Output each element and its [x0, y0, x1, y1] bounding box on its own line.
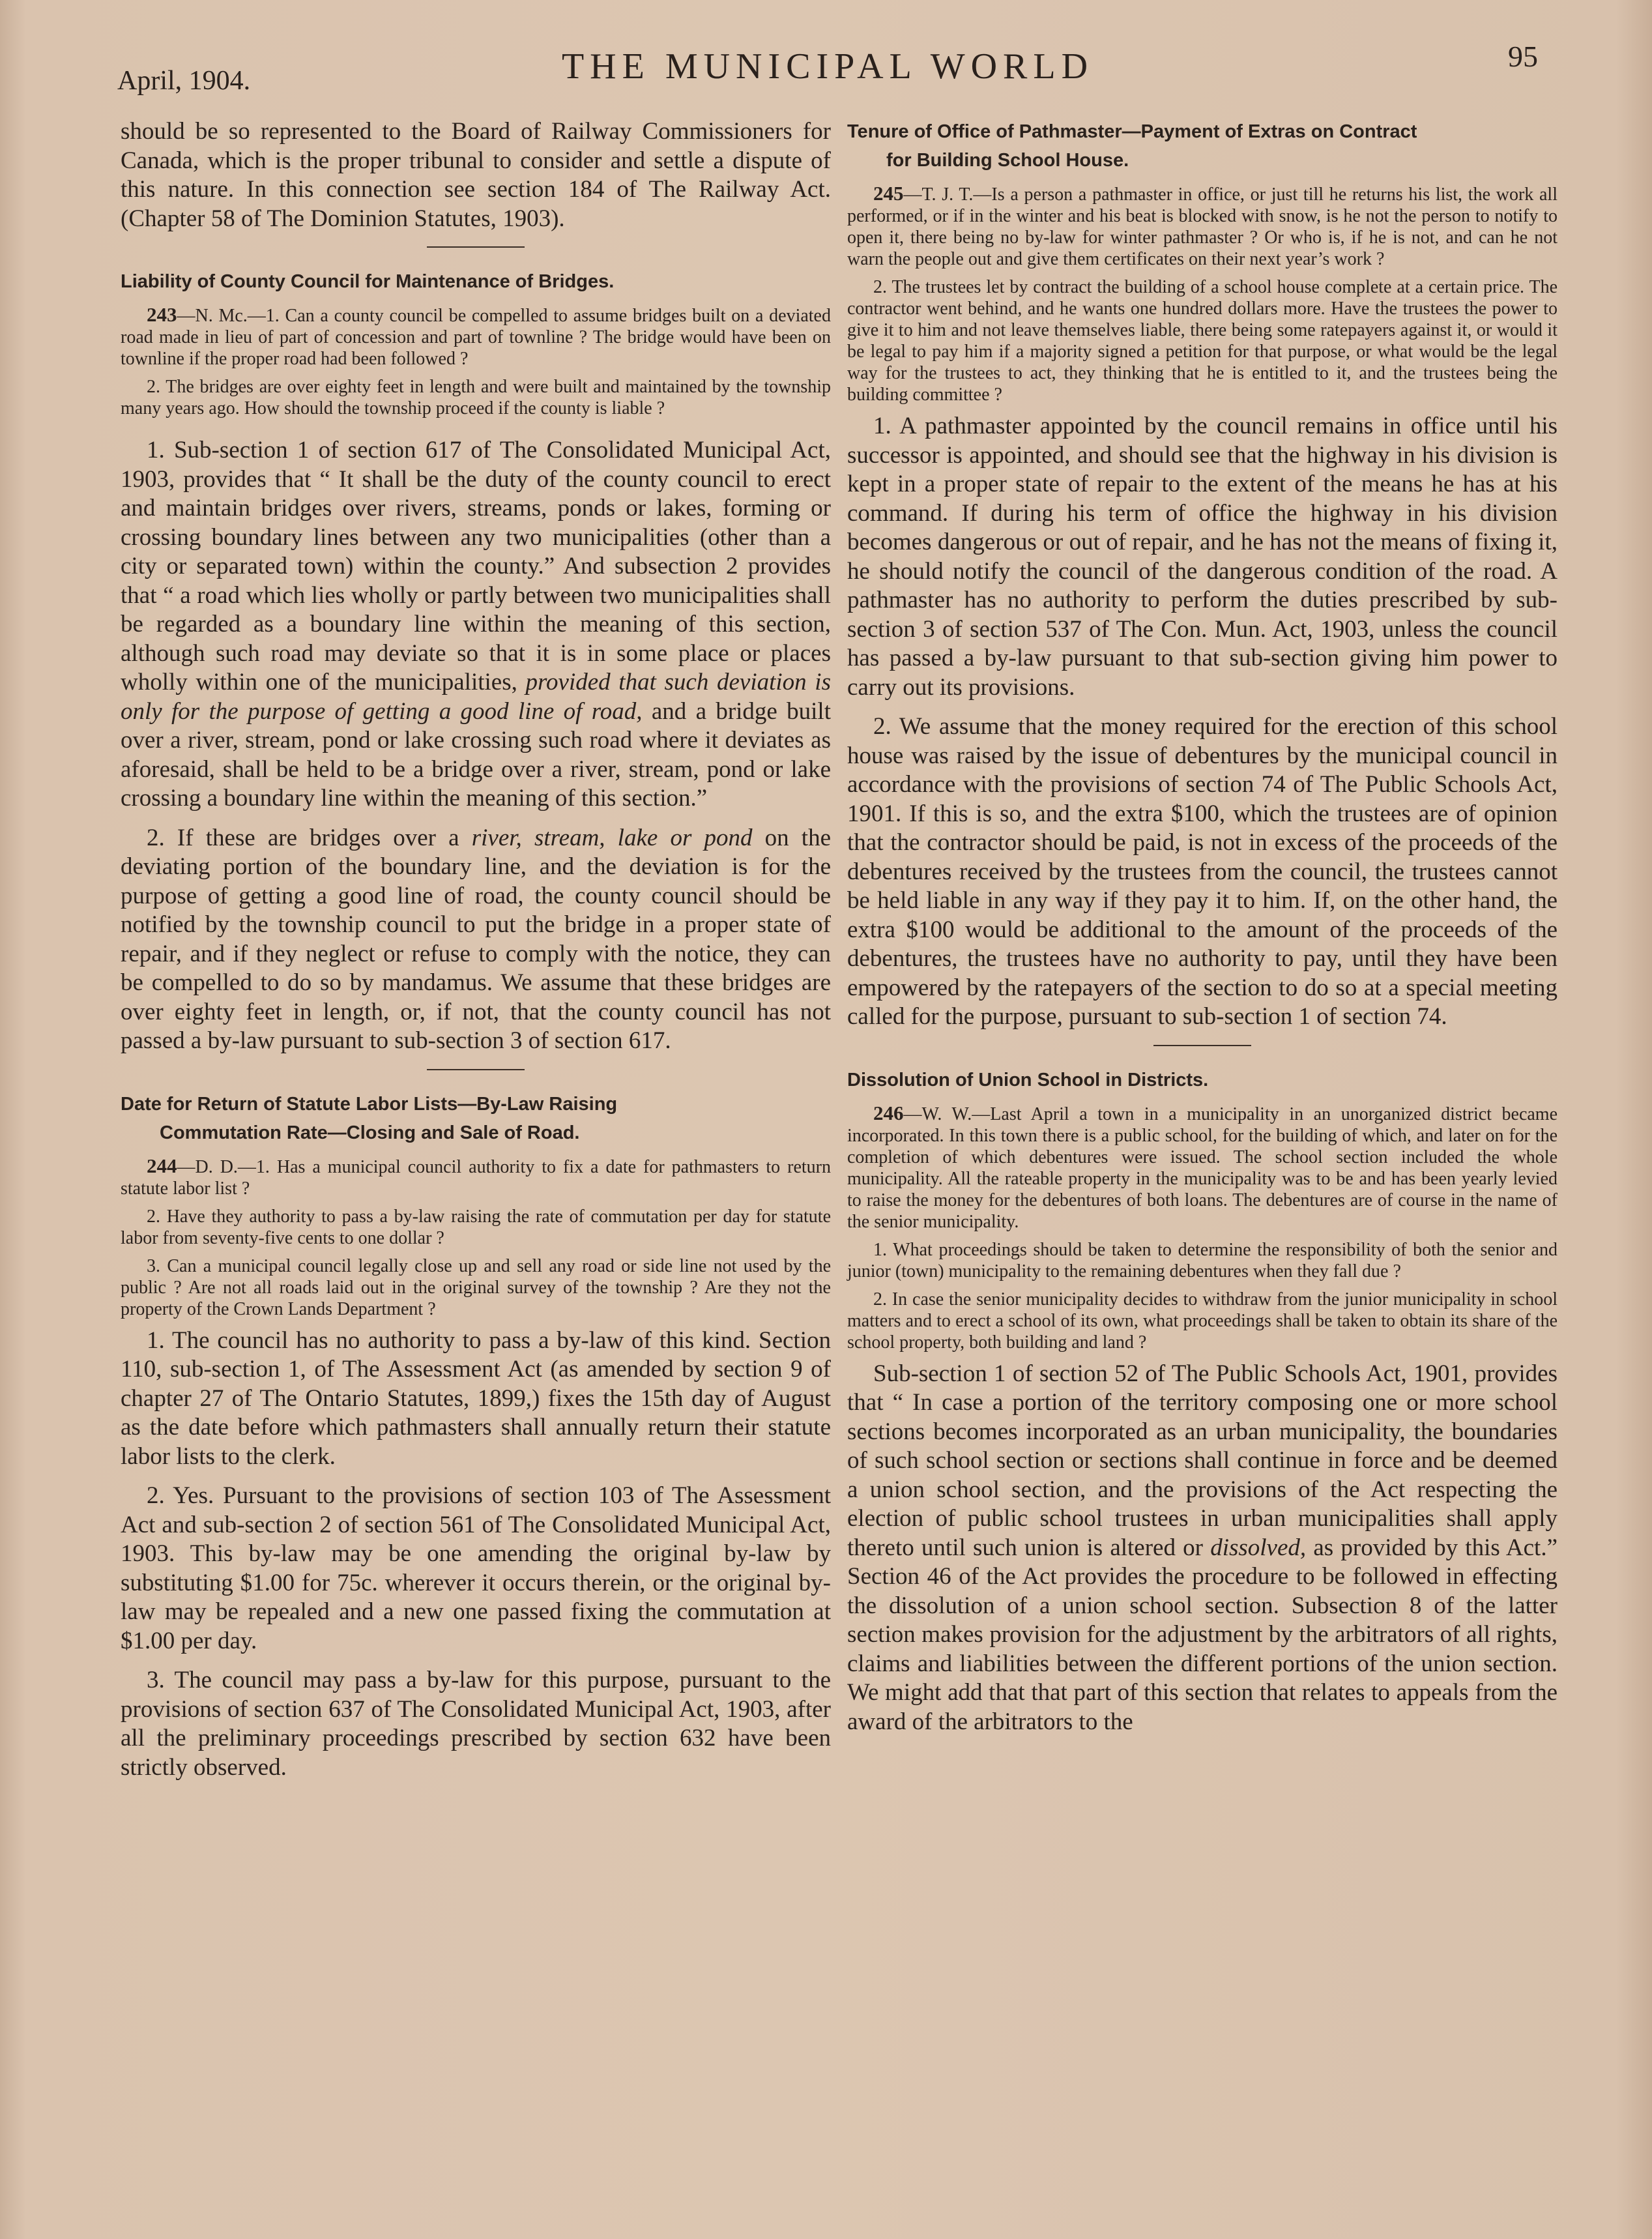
- page-number: 95: [1508, 40, 1538, 73]
- right-column: [847, 117, 1558, 1736]
- answer-243-1: 1. Sub-section 1 of section 617 of The Consolidated Municipal Act, 1903, provides that “ It shall be the duty of the county council to erect and maintain bridges over rivers, streams, ponds or lakes, forming or crossing boundary lines between any two municipalities (other than a city or separated town) within the county.” And subsection 2 provides that “ a road which lies wholly or partly between two municipalities shall be regarded as a boundary line within the meaning of this section, although such road may deviate so that it is in some place or places wholly within one of the municipalities, provided that such deviation is only for the purpose of getting a good line of road, and a bridge built over a river, stream, pond or lake crossing such road where it deviates as aforesaid, shall be held to be a bridge over a river, stream, pond or lake crossing a boundary line within the meaning of this section.”: [121, 437, 831, 812]
- answer-244-3: 3. The council may pass a by-law for this purpose, pursuant to the provisions of section 637 of The Consolidated Municipal Act, 1903, after all the preliminary proceedings prescribed by section 632 have been strictly observed.: [121, 1667, 831, 1781]
- journal-title: THE MUNICIPAL WORLD: [561, 46, 1094, 87]
- section-divider: [427, 1069, 525, 1070]
- question-244-3: 3. Can a municipal council legally close up and sell any road or side line not used by the public ? Are not all roads laid out in the original survey of the township ? Are they not the property of the Crown Lands Department ?: [121, 1255, 831, 1319]
- question-number: 243: [147, 303, 177, 326]
- question-243-2: 2. The bridges are over eighty feet in length and were built and maintained by the township many years ago. How should the township proceed if the county is liable ?: [121, 377, 831, 418]
- question-244-1: 244—D. D.—1. Has a municipal council authority to fix a date for pathmasters to return statute labor list ?: [121, 1154, 831, 1199]
- question-number: 246: [873, 1101, 904, 1124]
- question-246-0: 246—W. W.—Last April a town in a municipality in an unorganized district became incorporated. In this town there is a public school, for the building of which, and later on for the completion of which debentures were issued. The school section included the whole municipality. All the rateable property in the municipality was to be and has been yearly levied to raise the money for the debentures of both loans. The debentures are of course in the name of the senior municipality.: [847, 1101, 1558, 1232]
- question-244-2: 2. Have they authority to pass a by-law raising the rate of commutation per day for statute labor from seventy-five cents to one dollar ?: [121, 1206, 831, 1248]
- answer-246: Sub-section 1 of section 52 of The Public Schools Act, 1901, provides that “ In case a portion of the territory composing one or more school sections becomes incorporated as an urban municipality, the boundaries of such school section or sections shall continue in force and be deemed a union school section, and the provisions of the Act respecting the election of public school trustees in urban municipalities shall apply thereto until such union is altered or dissolved, as provided by this Act.” Section 46 of the Act provides the procedure to be followed in effecting the dissolution of a union school section. Subsection 8 of the latter section makes provision for the adjustment by the arbitrators of all rights, claims and liabilities between the different portions of the union section. We might add that that part of this section that relates to appeals from the award of the arbitrators to the: [847, 1360, 1558, 1735]
- section-divider: [427, 246, 525, 248]
- question-number: 245: [873, 182, 904, 205]
- question-number: 244: [147, 1154, 177, 1177]
- answer-243-2: 2. If these are bridges over a river, stream, lake or pond on the deviating portion of the boundary line, and the deviation is for the purpose of getting a good line of road, the county council should be notified by the township council to put the bridge in a proper state of repair, and if they neglect or refuse to comply with the notice, they can be compelled to do so by mandamus. We assume that these bridges are over eighty feet in length, or, if not, that the county council has not passed a by-law pursuant to sub-section 3 of section 617.: [121, 824, 832, 1054]
- left-column: [121, 117, 831, 1782]
- intro-paragraph: should be so represented to the Board of Railway Commissioners for Canada, which is the proper tribunal to consider and settle a dispute of this nature. In this connection see section 184 of The Railway Act. (Chapter 58 of The Dominion Statutes, 1903).: [121, 118, 831, 232]
- section-heading-243: Liability of County Council for Maintenance of Bridges.: [121, 271, 615, 292]
- answer-244-1: 1. The council has no authority to pass a by-law of this kind. Section 110, sub-section 1, of The Assessment Act (as amended by section 9 of chapter 27 of The Ontario Statutes, 1899,) fixes the 15th day of August as the date before which pathmasters shall annually return their statute labor lists to the clerk.: [121, 1326, 831, 1470]
- issue-date: April, 1904.: [117, 66, 251, 96]
- page-header: [117, 39, 1538, 96]
- question-246-2: 2. In case the senior municipality decides to withdraw from the junior municipality in school matters and to erect a school of its own, what proceedings shall be taken to obtain its share of the school property, both building and land ?: [847, 1289, 1558, 1353]
- question-245-2: 2. The trustees let by contract the building of a school house complete at a certain price. The contractor went behind, and he wants one hundred dollars more. Have the trustees the power to give it to him and not leave themselves liable, there being some ratepayers against it, or would it be legal to pay him if a majority signed a petition for that purpose, or what would be the legal way for the trustees to act, they thinking that he is entitled to it, and the trustees being the building committee ?: [847, 277, 1558, 405]
- answer-245-1: 1. A pathmaster appointed by the council remains in office until his successor is appointed, and should see that the highway in his division is kept in a proper state of repair to the extent of the means he has at his command. If during his term of office the highway in his division becomes dangerous or out of repair, and he has not the means of fixing it, he should notify the council of the dangerous condition of the road. A pathmaster has no authority to perform the duties prescribed by sub-section 3 of section 537 of The Con. Mun. Act, 1903, unless the council has passed a by-law pursuant to that sub-section giving him power to carry out its provisions.: [847, 413, 1558, 701]
- question-245-1: 245—T. J. T.—Is a person a pathmaster in office, or just till he returns his list, the work all performed, or if in the winter and his beat is blocked with snow, is he not the person to notify to open it, there being no by-law for winter pathmaster ? Or who is, if he is not, and can he not warn the people out and give them certificates on their next year’s work ?: [847, 182, 1558, 269]
- section-heading-245: Tenure of Office of Pathmaster—Payment of Extras on Contract for Building School House.: [847, 121, 1417, 171]
- section-divider: [1153, 1045, 1251, 1046]
- question-246-1: 1. What proceedings should be taken to determine the responsibility of both the senior and junior (town) municipality to the remaining debentures when they fall due ?: [847, 1239, 1558, 1281]
- section-heading-246: Dissolution of Union School in Districts.: [847, 1069, 1209, 1090]
- answer-244-2: 2. Yes. Pursuant to the provisions of section 103 of The Assessment Act and sub-section 2 of section 561 of The Consolidated Municipal Act, 1903. This by-law may be one amending the original by-law by substituting $1.00 for 75c. wherever it occurs therein, or the original by-law may be repealed and a new one passed fixing the commutation at $1.00 per day.: [121, 1482, 831, 1654]
- question-243-1: 243—N. Mc.—1. Can a county council be compelled to assume bridges built on a deviated road made in lieu of part of concession and part of townline ? The bridge would have been on townline if the proper road had been followed ?: [121, 303, 831, 369]
- section-heading-244: Date for Return of Statute Labor Lists—By-Law Raising Commutation Rate—Closing and Sale of Road.: [121, 1093, 618, 1143]
- answer-245-2: 2. We assume that the money required for the erection of this school house was raised by the issue of debentures by the municipal council in accordance with the provisions of section 74 of The Public Schools Act, 1901. If this is so, and the extra $100, which the trustees are of opinion that the contractor should be paid, is not in excess of the proceeds of the debentures received by the trustees from the council, the trustees cannot be held liable in any way if they pay it to him. If, on the other hand, the extra $100 would be additional to the amount of the proceeds of the debentures, the trustees have no authority to pay, until they have been empowered by the ratepayers of the section to do so at a special meeting called for the purpose, pursuant to sub-section 1 of section 74.: [847, 713, 1558, 1030]
